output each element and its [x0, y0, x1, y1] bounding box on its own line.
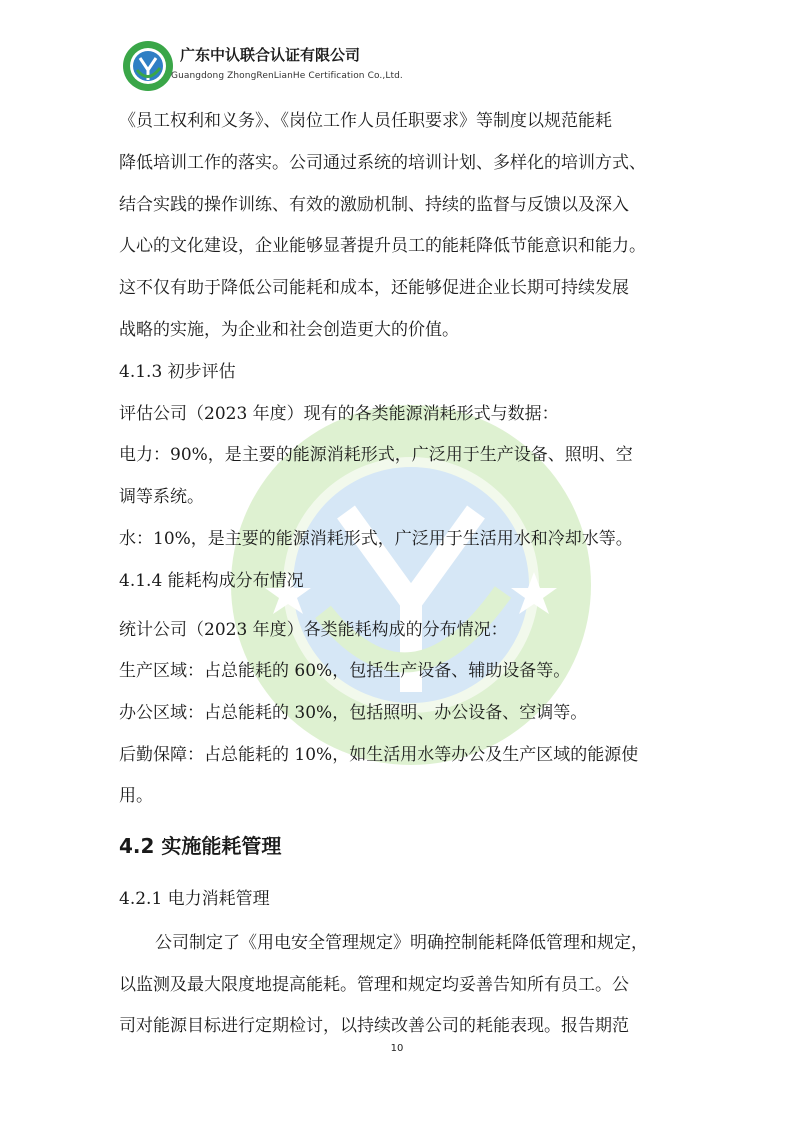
section-heading: 4.2 实施能耗管理: [119, 834, 282, 858]
paragraph-line: 结合实践的操作训练、有效的激励机制、持续的监督与反馈以及深入: [119, 195, 629, 215]
paragraph-line: 电力：90%，是主要的能源消耗形式，广泛用于生产设备、照明、空: [119, 445, 633, 465]
page-header: [118, 38, 678, 96]
paragraph-line: 用。: [119, 786, 153, 806]
paragraph-line: 战略的实施，为企业和社会创造更大的价值。: [119, 320, 459, 340]
paragraph-line: 评估公司（2023 年度）现有的各类能源消耗形式与数据：: [119, 404, 559, 424]
paragraph-line: 调等系统。: [119, 487, 204, 507]
company-name-en: Guangdong ZhongRenLianHe Certification Co.,Ltd.: [171, 71, 403, 81]
paragraph-line: 水：10%，是主要的能源消耗形式，广泛用于生活用水和冷却水等。: [119, 529, 633, 549]
paragraph-line: 《员工权利和义务》、《岗位工作人员任职要求》等制度以规范能耗: [119, 111, 612, 131]
paragraph-line: 生产区域：占总能耗的 60%，包括生产设备、辅助设备等。: [119, 661, 571, 681]
subsection-heading: 4.2.1 电力消耗管理: [119, 889, 270, 909]
paragraph-line: 这不仅有助于降低公司能耗和成本，还能够促进企业长期可持续发展: [119, 278, 629, 298]
company-name-cn: 广东中认联合认证有限公司: [180, 46, 361, 64]
page-number: 10: [390, 1043, 404, 1054]
paragraph-line: 办公区域：占总能耗的 30%，包括照明、办公设备、空调等。: [119, 703, 588, 723]
paragraph-line: 公司制定了《用电安全管理规定》明确控制能耗降低管理和规定，: [155, 933, 648, 953]
paragraph-line: 以监测及最大限度地提高能耗。管理和规定均妥善告知所有员工。公: [119, 975, 629, 995]
paragraph-line: 后勤保障：占总能耗的 10%，如生活用水等办公及生产区域的能源使: [119, 745, 639, 765]
company-logo-icon: [122, 40, 174, 92]
subsection-heading: 4.1.3 初步评估: [119, 362, 236, 382]
paragraph-line: 降低培训工作的落实。公司通过系统的培训计划、多样化的培训方式、: [119, 153, 646, 173]
paragraph-line: 司对能源目标进行定期检讨，以持续改善公司的耗能表现。报告期范: [119, 1016, 629, 1036]
paragraph-line: 统计公司（2023 年度）各类能耗构成的分布情况：: [119, 620, 508, 640]
paragraph-line: 人心的文化建设，企业能够显著提升员工的能耗降低节能意识和能力。: [119, 236, 646, 256]
subsection-heading: 4.1.4 能耗构成分布情况: [119, 571, 304, 591]
